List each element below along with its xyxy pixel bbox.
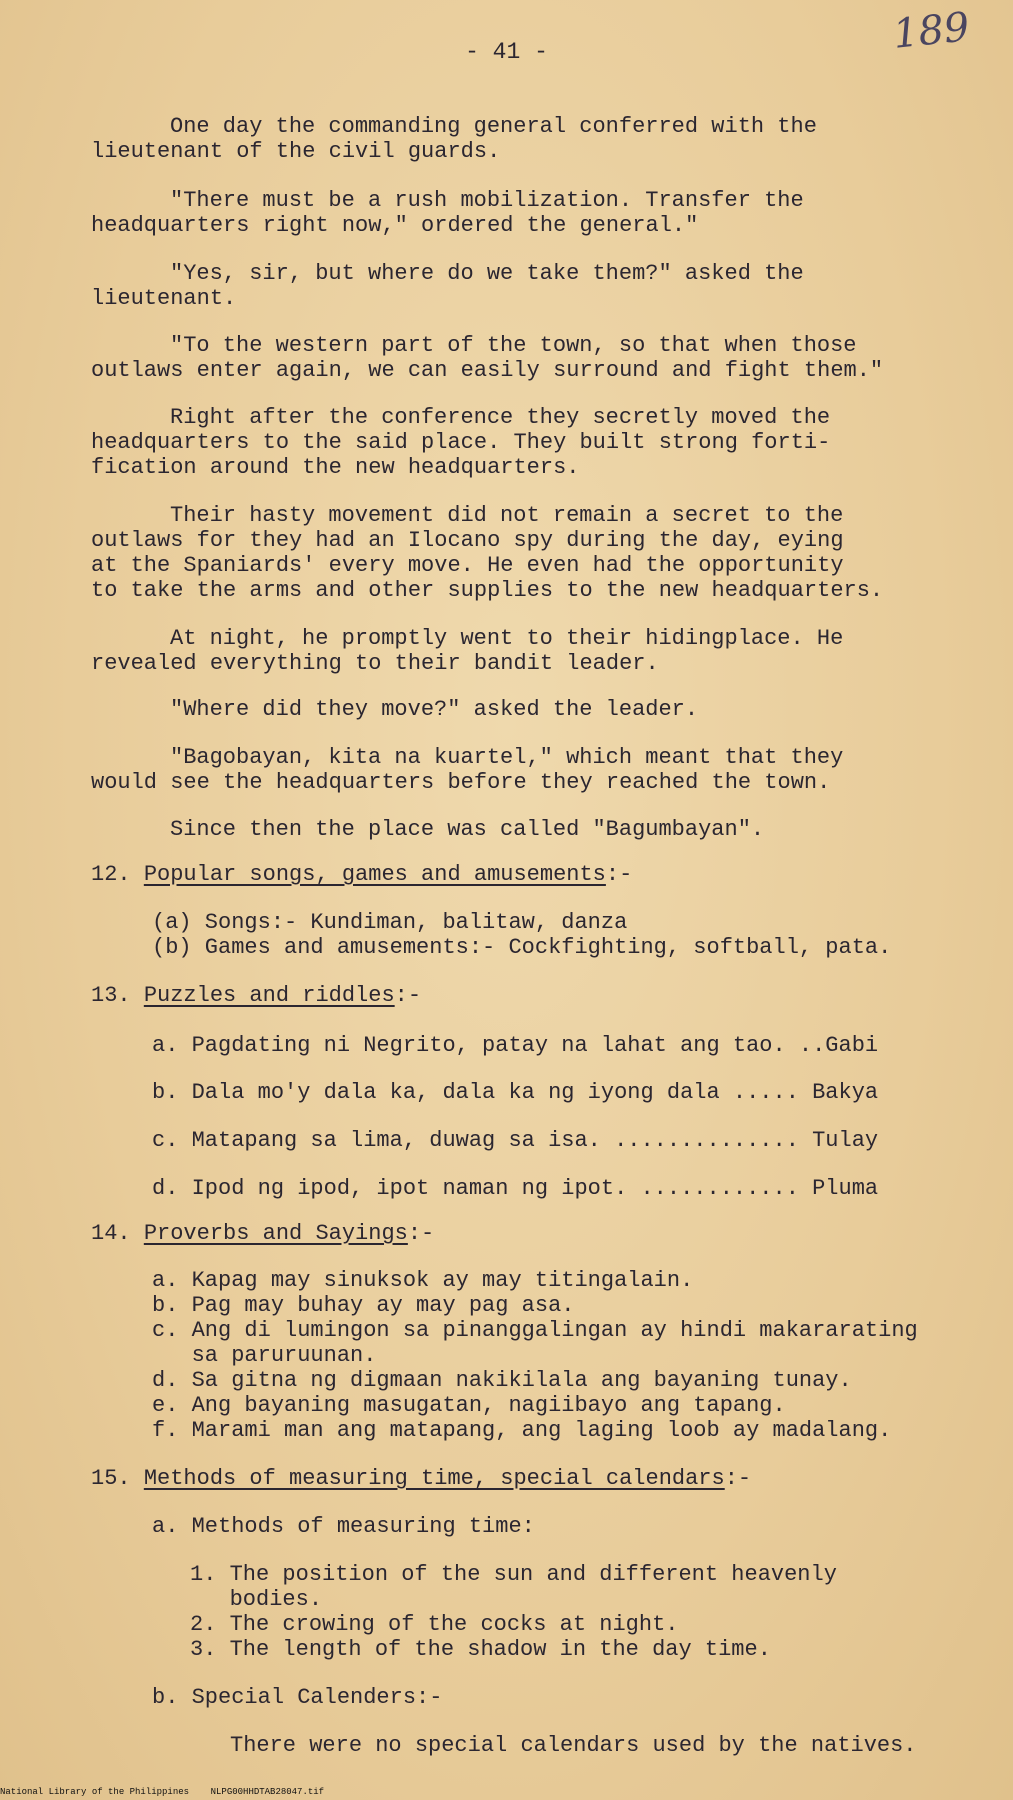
scan-footer: National Library of the Philippines NLPG00HHDTAB28047.tif bbox=[0, 1787, 325, 1797]
riddle-item: d. Ipod ng ipod, ipot naman ng ipot. ............ Pluma bbox=[152, 1176, 879, 1201]
section-title: Popular songs, games and amusements bbox=[143, 862, 606, 887]
method-item: bodies. bbox=[190, 1587, 323, 1612]
section-number: 14. bbox=[91, 1221, 131, 1246]
paragraph-line: "Bagobayan, kita na kuartel," which meant that they bbox=[170, 745, 844, 770]
paragraph-line: fication around the new headquarters. bbox=[91, 455, 580, 480]
paragraph-line: Right after the conference they secretly moved the bbox=[170, 405, 831, 430]
paragraph-line: at the Spaniards' every move. He even had the opportunity bbox=[91, 553, 844, 578]
paragraph-line: headquarters to the said place. They built strong forti- bbox=[91, 430, 831, 455]
paragraph-line: outlaws enter again, we can easily surround and fight them." bbox=[91, 358, 884, 383]
section-title: Methods of measuring time, special calendars bbox=[143, 1466, 725, 1491]
handwritten-page-number: 189 bbox=[890, 4, 972, 58]
section-heading bbox=[91, 1221, 434, 1246]
paragraph-line: lieutenant of the civil guards. bbox=[91, 139, 501, 164]
subsection-label: a. Methods of measuring time: bbox=[152, 1514, 535, 1539]
section-number: 13. bbox=[91, 983, 131, 1008]
section-number: 15. bbox=[91, 1466, 131, 1491]
proverb-item: f. Marami man ang matapang, ang laging loob ay madalang. bbox=[152, 1418, 892, 1443]
paragraph-line: Since then the place was called "Bagumbayan". bbox=[170, 817, 765, 842]
riddle-item: c. Matapang sa lima, duwag sa isa. .............. Tulay bbox=[152, 1128, 879, 1153]
paragraph-line: One day the commanding general conferred with the bbox=[170, 114, 817, 139]
paragraph-line: "There must be a rush mobilization. Transfer the bbox=[170, 188, 804, 213]
section-title: Proverbs and Sayings bbox=[143, 1221, 408, 1246]
paragraph-line: Their hasty movement did not remain a secret to the bbox=[170, 503, 844, 528]
section-title: Puzzles and riddles bbox=[143, 983, 395, 1008]
paragraph-line: "Where did they move?" asked the leader. bbox=[170, 697, 699, 722]
paragraph-line: would see the headquarters before they reached the town. bbox=[91, 770, 831, 795]
section-heading bbox=[91, 1466, 751, 1491]
paragraph-line: "Yes, sir, but where do we take them?" asked the bbox=[170, 261, 804, 286]
section-number: 12. bbox=[91, 862, 131, 887]
riddle-item: b. Dala mo'y dala ka, dala ka ng iyong dala ..... Bakya bbox=[152, 1080, 879, 1105]
section-suffix: :- bbox=[605, 862, 633, 887]
method-item: 1. The position of the sun and different heavenly bbox=[190, 1562, 837, 1587]
paragraph-line: revealed everything to their bandit leader. bbox=[91, 651, 659, 676]
section-suffix: :- bbox=[724, 1466, 752, 1491]
section-suffix: :- bbox=[394, 983, 422, 1008]
proverb-item: b. Pag may buhay ay may pag asa. bbox=[152, 1293, 575, 1318]
method-item: 3. The length of the shadow in the day time. bbox=[190, 1637, 771, 1662]
method-item: 2. The crowing of the cocks at night. bbox=[190, 1612, 679, 1637]
paragraph-line: headquarters right now," ordered the general." bbox=[91, 213, 699, 238]
proverb-item: a. Kapag may sinuksok ay may titingalain. bbox=[152, 1268, 694, 1293]
paragraph-line: lieutenant. bbox=[91, 286, 237, 311]
paragraph-line: There were no special calendars used by the natives. bbox=[230, 1733, 917, 1758]
proverb-item: d. Sa gitna ng digmaan nakikilala ang bayaning tunay. bbox=[152, 1368, 852, 1393]
subsection-label: b. Special Calenders:- bbox=[152, 1685, 443, 1710]
list-item: (b) Games and amusements:- Cockfighting, softball, pata. bbox=[152, 935, 892, 960]
section-heading bbox=[91, 862, 632, 887]
paragraph-line: to take the arms and other supplies to the new headquarters. bbox=[91, 578, 884, 603]
paragraph-line: At night, he promptly went to their hidingplace. He bbox=[170, 626, 844, 651]
proverb-item: e. Ang bayaning masugatan, nagiibayo ang tapang. bbox=[152, 1393, 786, 1418]
list-item: (a) Songs:- Kundiman, balitaw, danza bbox=[152, 910, 628, 935]
paragraph-line: outlaws for they had an Ilocano spy during the day, eying bbox=[91, 528, 844, 553]
riddle-item: a. Pagdating ni Negrito, patay na lahat ang tao. ..Gabi bbox=[152, 1033, 879, 1058]
proverb-item: sa paruruunan. bbox=[152, 1343, 377, 1368]
proverb-item: c. Ang di lumingon sa pinanggalingan ay hindi makararating bbox=[152, 1318, 918, 1343]
page-number: - 41 - bbox=[465, 39, 548, 65]
section-suffix: :- bbox=[407, 1221, 435, 1246]
section-heading bbox=[91, 983, 421, 1008]
paragraph-line: "To the western part of the town, so that when those bbox=[170, 333, 857, 358]
